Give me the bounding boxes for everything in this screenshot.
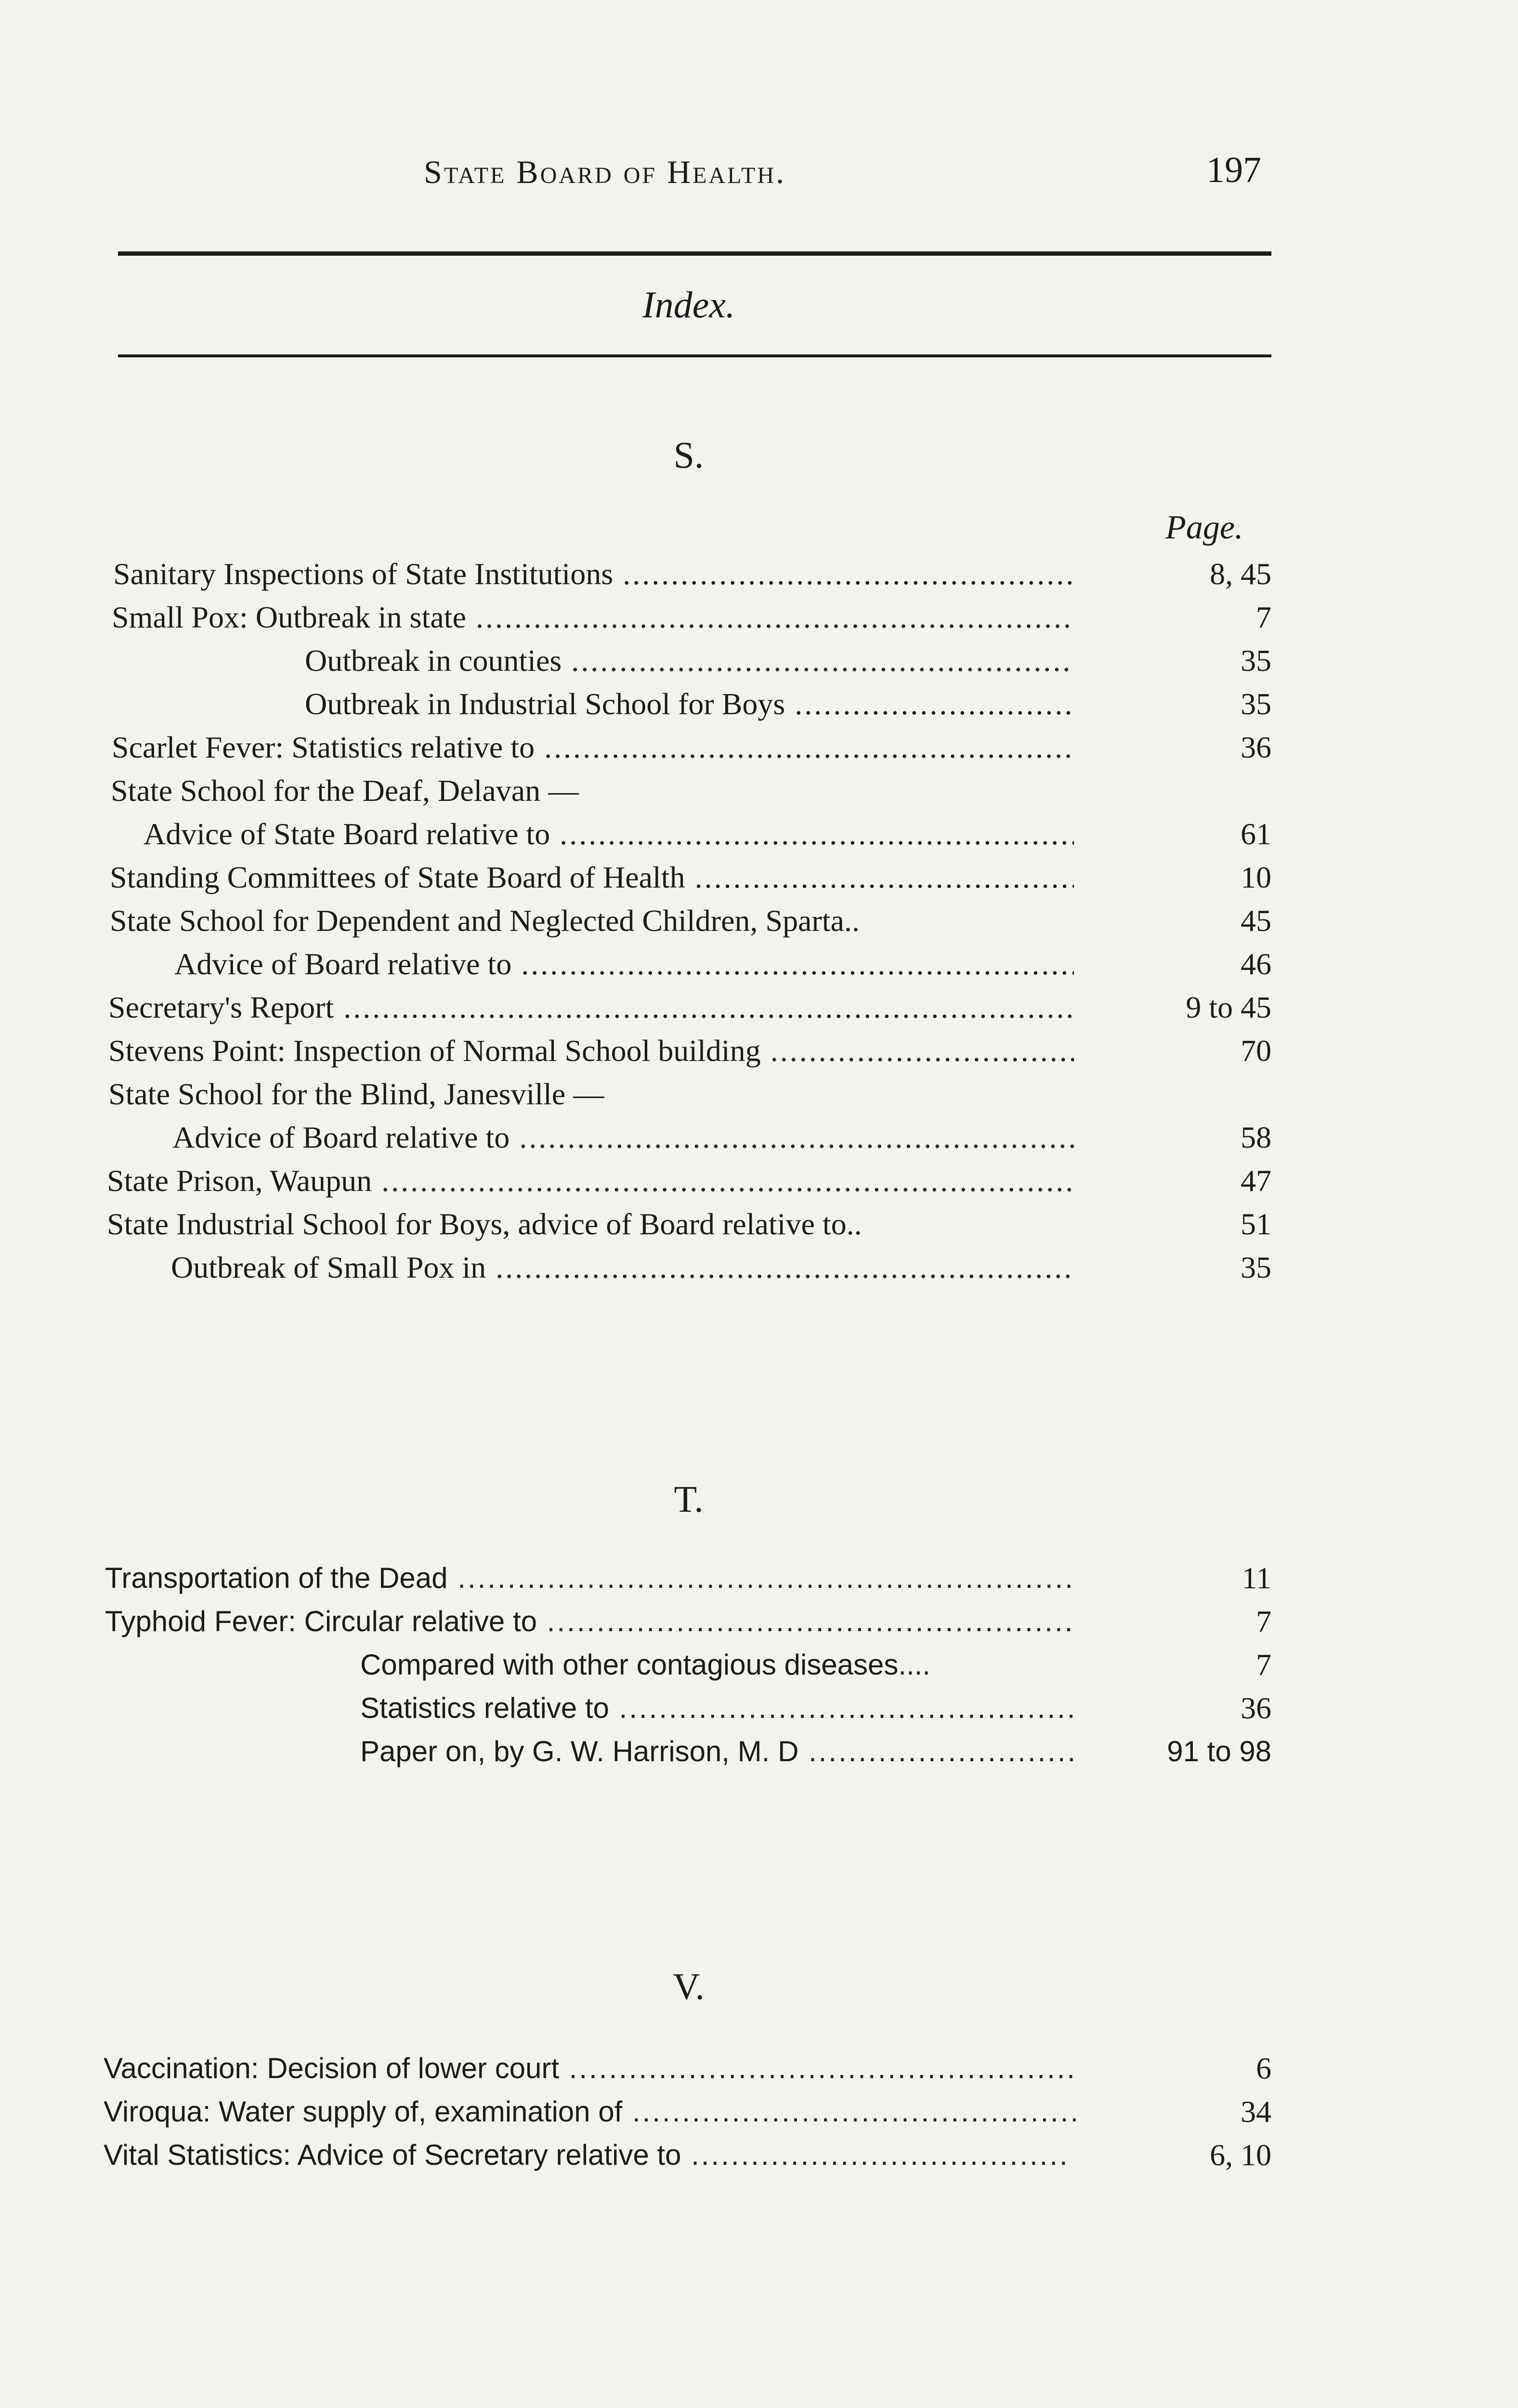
index-entry: Stevens Point: Inspection of Normal School building ..... 70 — [0, 1031, 1271, 1071]
index-entry: State Prison, Waupun ..... 47 — [0, 1161, 1271, 1201]
index-entry: Advice of Board relative to ..... 46 — [0, 944, 1271, 984]
section-letter-s: S. — [673, 434, 704, 476]
index-entry: Viroqua: Water supply of, examination of ..... 34 — [0, 2092, 1271, 2132]
section-letter-v: V. — [673, 1965, 705, 2007]
index-entry: State Industrial School for Boys, advice of Board relative to.. 51 — [107, 1207, 1271, 1241]
index-entry: State School for the Blind, Janesville — — [108, 1077, 604, 1111]
index-entry: Statistics relative to ..... 36 — [0, 1688, 1271, 1728]
index-entry: Transportation of the Dead ..... 11 — [0, 1558, 1271, 1598]
index-entry: Standing Committees of State Board of Health ..... 10 — [0, 857, 1271, 898]
index-entry: Advice of Board relative to ..... 58 — [0, 1117, 1271, 1158]
index-entry: State School for Dependent and Neglected Children, Sparta.. 45 — [110, 903, 1271, 938]
top-rule — [118, 251, 1271, 256]
index-entry: Compared with other contagious diseases.... 7 — [360, 1648, 1271, 1682]
index-entry: Small Pox: Outbreak in state ..... 7 — [0, 597, 1271, 638]
index-entry: Advice of State Board relative to ..... 61 — [0, 814, 1271, 854]
running-title: State Board of Health. — [424, 154, 786, 190]
index-entry: State School for the Deaf, Delavan — — [111, 773, 579, 808]
index-title: Index. — [642, 284, 735, 326]
running-header — [0, 150, 1518, 206]
index-entry: Sanitary Inspections of State Institutions ..... 8, 45 — [0, 554, 1271, 594]
index-entry: Outbreak in Industrial School for Boys ..... 35 — [0, 684, 1271, 724]
index-entry: Typhoid Fever: Circular relative to ..... 7 — [0, 1601, 1271, 1642]
index-entry: Vaccination: Decision of lower court ..... 6 — [0, 2048, 1271, 2089]
page-number: 197 — [1206, 150, 1261, 190]
index-entry: Outbreak of Small Pox in ..... 35 — [0, 1247, 1271, 1288]
index-entry: Vital Statistics: Advice of Secretary relative to ..... 6, 10 — [0, 2135, 1271, 2175]
page-column-label: Page. — [1165, 509, 1243, 546]
index-entry: Paper on, by G. W. Harrison, M. D ..... 91 to 98 — [0, 1731, 1271, 1772]
index-entry: Secretary's Report ..... 9 to 45 — [0, 987, 1271, 1028]
index-entry: Scarlet Fever: Statistics relative to ..... 36 — [0, 727, 1271, 768]
index-entry: Outbreak in counties ..... 35 — [0, 641, 1271, 681]
section-letter-t: T. — [674, 1478, 704, 1520]
bottom-rule — [118, 354, 1271, 357]
